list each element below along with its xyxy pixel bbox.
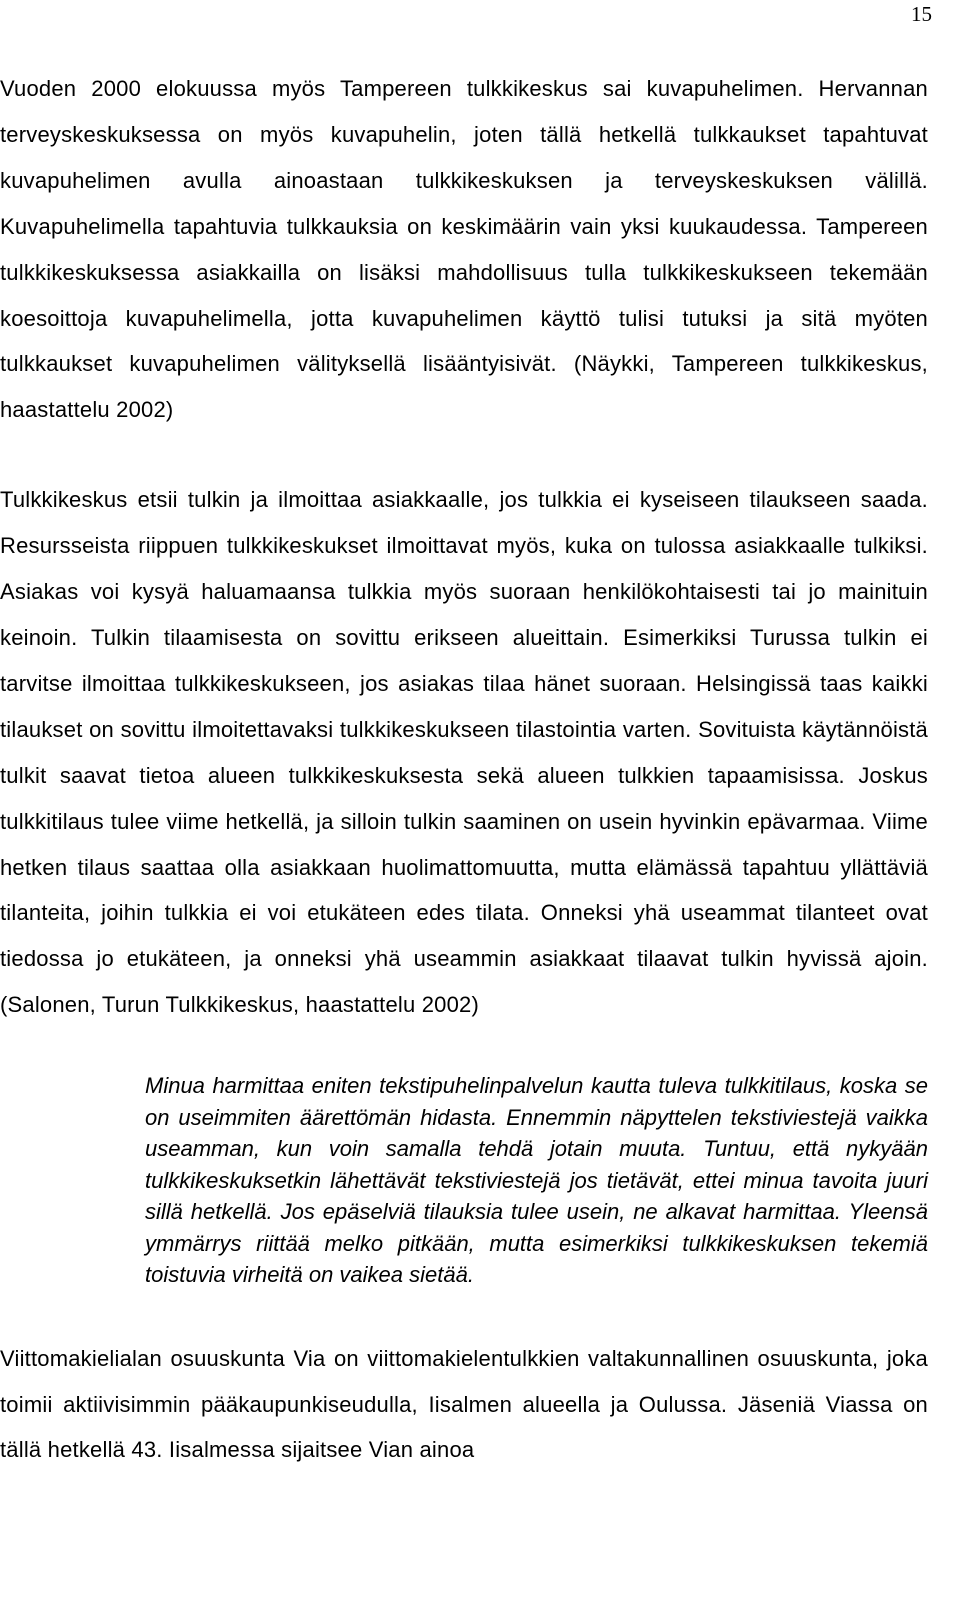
block-quote: Minua harmittaa eniten tekstipuhelinpalvelun kautta tuleva tulkkitilaus, koska se on useimmiten äärettömän hidasta. Ennemmin näpyttelen tekstiviestejä vaikka useamman, kun voin samalla tehdä jotain muuta. Tuntuu, että nykyään tulkkikeskuksetkin lähettävät tekstiviestejä jos tietävät, ettei minua tavoita juuri sillä hetkellä. Jos epäselviä tilauksia tulee usein, ne alkavat harmittaa. Yleensä ymmärrys riittää melko pitkään, mutta esimerkiksi tulkkikeskuksen tekemiä toistuvia virheitä on vaikea sietää. <box>145 1073 928 1288</box>
document-body <box>0 66 928 1473</box>
paragraph-via-cooperative: Viittomakielialan osuuskunta Via on viittomakielentulkkien valtakunnallinen osuuskunta, joka toimii aktiivisimmin pääkaupunkiseudulla, Iisalmen alueella ja Oulussa. Jäseniä Viassa on tällä hetkellä 43. Iisalmessa sijaitsee Vian ainoa <box>0 1345 928 1463</box>
page-number: 15 <box>911 2 932 26</box>
paragraph-interpreter-booking: Tulkkikeskus etsii tulkin ja ilmoittaa asiakkaalle, jos tulkkia ei kyseiseen tilaukseen saada. Resursseista riippuen tulkkikeskukset ilmoittavat myös, kuka on tulossa asiakkaalle tulkiksi. Asiakas voi kysyä haluamaansa tulkkia myös suoraan henkilökohtaisesti tai jo mainituin keinoin. Tulkin tilaamisesta on sovittu erikseen alueittain. Esimerkiksi Turussa tulkin ei tarvitse ilmoittaa tulkkikeskukseen, jos asiakas tilaa hänet suoraan. Helsingissä taas kaikki tilaukset on sovittu ilmoitettavaksi tulkkikeskukseen tilastointia varten. Sovituista käytännöistä tulkit saavat tietoa alueen tulkkikeskuksesta sekä alueen tulkkien tapaamisissa. Joskus tulkkitilaus tulee viime hetkellä, ja silloin tulkin saaminen on usein hyvinkin epävarmaa. Viime hetken tilaus saattaa olla asiakkaan huolimattomuutta, mutta elämässä tapahtuu yllättäviä tilanteita, joihin tulkkia ei voi etukäteen edes tilata. Onneksi yhä useammat tilanteet ovat tiedossa jo etukäteen, ja onneksi yhä useammin asiakkaat tilaavat tulkin hyvissä ajoin. (Salonen, Turun Tulkkikeskus, haastattelu 2002) <box>0 487 928 1018</box>
paragraph-videophone: Vuoden 2000 elokuussa myös Tampereen tulkkikeskus sai kuvapuhelimen. Hervannan terveyskeskuksessa on myös kuvapuhelin, joten tällä hetkellä tulkkaukset tapahtuvat kuvapuhelimen avulla ainoastaan tulkkikeskuksen ja terveyskeskuksen välillä. Kuvapuhelimella tapahtuvia tulkkauksia on keskimäärin vain yksi kuukaudessa. Tampereen tulkkikeskuksessa asiakkailla on lisäksi mahdollisuus tulla tulkkikeskukseen tekemään koesoittoja kuvapuhelimella, jotta kuvapuhelimen käyttö tulisi tutuksi ja sitä myöten tulkkaukset kuvapuhelimen välityksellä lisääntyisivät. (Näykki, Tampereen tulkkikeskus, haastattelu 2002) <box>0 76 928 423</box>
